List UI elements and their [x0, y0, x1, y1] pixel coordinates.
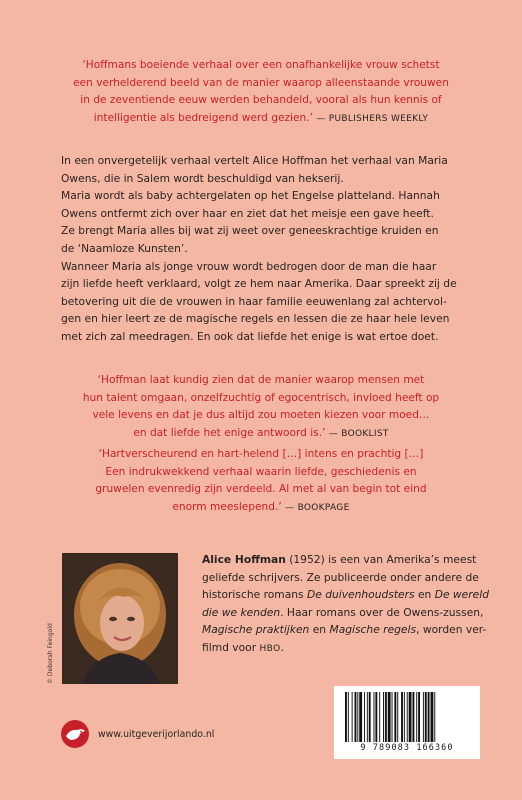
barcode-bar [418, 692, 420, 742]
quote-text: enorm meeslepend.’ [172, 500, 282, 513]
barcode-bar [425, 692, 427, 742]
quote-line: gruwelen evenredig zijn verdeeld. Al met al van begin tot eind [95, 483, 427, 495]
blurb-line: betovering uit die de vrouwen in haar familie eeuwenlang zal achtervol- [61, 294, 447, 308]
book-title: die we kenden [202, 605, 281, 619]
bio-line: geliefde schrijvers. Ze publiceerde onder andere de [202, 570, 479, 584]
blurb-line: Wanneer Maria als jonge vrouw wordt bedrogen door de man die haar [61, 259, 437, 273]
barcode-bar [345, 692, 347, 742]
barcode-bar [375, 692, 377, 742]
barcode-bar [364, 692, 365, 742]
publisher-website: www.uitgeverijorlando.nl [98, 729, 215, 740]
photo-credit: © Deborah Feingold [47, 623, 54, 684]
bio-line [202, 604, 489, 622]
book-title: De wereld [434, 588, 489, 602]
blurb-line: gen en hier leert ze de magische regels en lessen die ze haar hele leven [61, 312, 450, 326]
bio-text: . [280, 640, 284, 654]
bio-text: (1952) is een van Amerika’s meest [285, 553, 477, 566]
barcode-bar [357, 692, 358, 742]
author-name: Alice Hoffman [202, 553, 286, 566]
quote-line: vele levens en dat je dus altijd zou moeten kiezen voor moed… [92, 409, 430, 421]
bio-text: . Haar romans over de Owens-zussen, [280, 605, 484, 619]
quote-line: een verhelderend beeld van de manier waarop alleenstaande vrouwen [73, 76, 449, 89]
barcode-bar [355, 692, 357, 742]
barcode-bar [352, 692, 353, 742]
barcode-bar [359, 692, 362, 742]
bio-text: en [309, 623, 330, 637]
barcode-bar [369, 692, 371, 742]
author-portrait-icon [62, 553, 178, 684]
quote-source: — BOOKLIST [328, 428, 389, 439]
bio-line [202, 621, 489, 639]
quote-bookpage [0, 446, 522, 517]
hbo-label: HBO [259, 643, 281, 654]
barcode-bar [374, 692, 375, 742]
quote-line [0, 425, 522, 444]
blurb-line: de ‘Naamloze Kunsten’. [61, 241, 188, 255]
barcode-bar [388, 692, 391, 742]
book-title: De duivenhoudsters [307, 588, 415, 602]
quote-source: — PUBLISHERS WEEKLY [316, 113, 429, 124]
barcode-bar [367, 692, 368, 742]
blurb-line: Owens ontfermt zich over haar en ziet dat het meisje een gave heeft. [61, 206, 434, 220]
barcode-bar [407, 692, 408, 742]
quote-line: hun talent omgaan, onzelfzuchtig of egocentrisch, invloed heeft op [82, 391, 440, 404]
barcode-bar [423, 692, 424, 742]
blurb-line: zijn liefde heeft verklaard, volgt ze hem naar Amerika. Daar spreekt zij de [61, 277, 457, 291]
quote-line: in de zeventiende eeuw werden behandeld, vooral als hun kennis of [80, 94, 442, 106]
blurb-line: Maria wordt als baby achtergelaten op het Engelse platteland. Hannah [61, 189, 440, 203]
quote-publishers-weekly [0, 57, 522, 128]
blurb-text [61, 152, 457, 346]
barcode-bar [428, 692, 430, 742]
bio-line [202, 586, 489, 604]
bio-text: historische romans [202, 588, 307, 602]
barcode-bar [348, 692, 349, 742]
quote-line: ‘Hoffman laat kundig zien dat de manier waarop mensen met [97, 374, 425, 386]
quote-text: intelligentie als bedreigend werd gezien.’ [93, 111, 313, 124]
bio-line [202, 551, 489, 569]
bio-text: , worden ver- [416, 623, 487, 637]
barcode-bar [401, 692, 403, 742]
isbn-digits: 9 789083 166360 [360, 743, 454, 753]
author-photo [62, 553, 178, 684]
barcode-bar [379, 692, 380, 742]
barcode-bar [383, 692, 384, 742]
barcode-bar [431, 692, 434, 742]
bio-text: filmd voor [202, 640, 260, 654]
orlando-bird-logo-icon [60, 719, 90, 749]
quote-line: ‘Hoffmans boeiende verhaal over een onafhankelijke vrouw schetst [82, 59, 440, 71]
author-bio [202, 551, 489, 659]
quote-text: en dat liefde het enige antwoord is.’ [133, 426, 326, 439]
book-title: Magische praktijken [202, 623, 310, 637]
quote-line [0, 499, 522, 518]
barcode-bar [394, 692, 396, 742]
barcode-bar [385, 692, 387, 742]
blurb-line: met zich zal meedragen. En ook dat liefde het enige is wat ertoe doet. [61, 329, 439, 343]
quote-line [0, 110, 522, 129]
barcode-bar [412, 692, 414, 742]
barcode-bar [397, 692, 398, 742]
barcode-bar [416, 692, 417, 742]
barcode-bar [409, 692, 412, 742]
blurb-line: Ze brengt Maria alles bij wat zij weet over geneeskrachtige kruiden en [61, 224, 439, 238]
quote-line: ‘Hartverscheurend en hart-helend […] intens en prachtig […] [98, 448, 424, 460]
barcode-bar [434, 692, 435, 742]
blurb-line: In een onvergetelijk verhaal vertelt Alice Hoffman het verhaal van Maria [61, 154, 448, 167]
quote-line: Een indrukwekkend verhaal waarin liefde, geschiedenis en [105, 465, 417, 478]
blurb-line: Owens, die in Salem wordt beschuldigd van hekserij. [61, 171, 344, 185]
barcode [334, 686, 480, 759]
book-title: Magische regels [329, 623, 417, 637]
barcode-bar [392, 692, 393, 742]
barcode-bar [404, 692, 405, 742]
bio-line [202, 639, 489, 659]
quote-source: — BOOKPAGE [285, 502, 350, 513]
quote-booklist [0, 372, 522, 443]
barcode-icon [343, 692, 471, 742]
bio-text: en [414, 588, 435, 602]
